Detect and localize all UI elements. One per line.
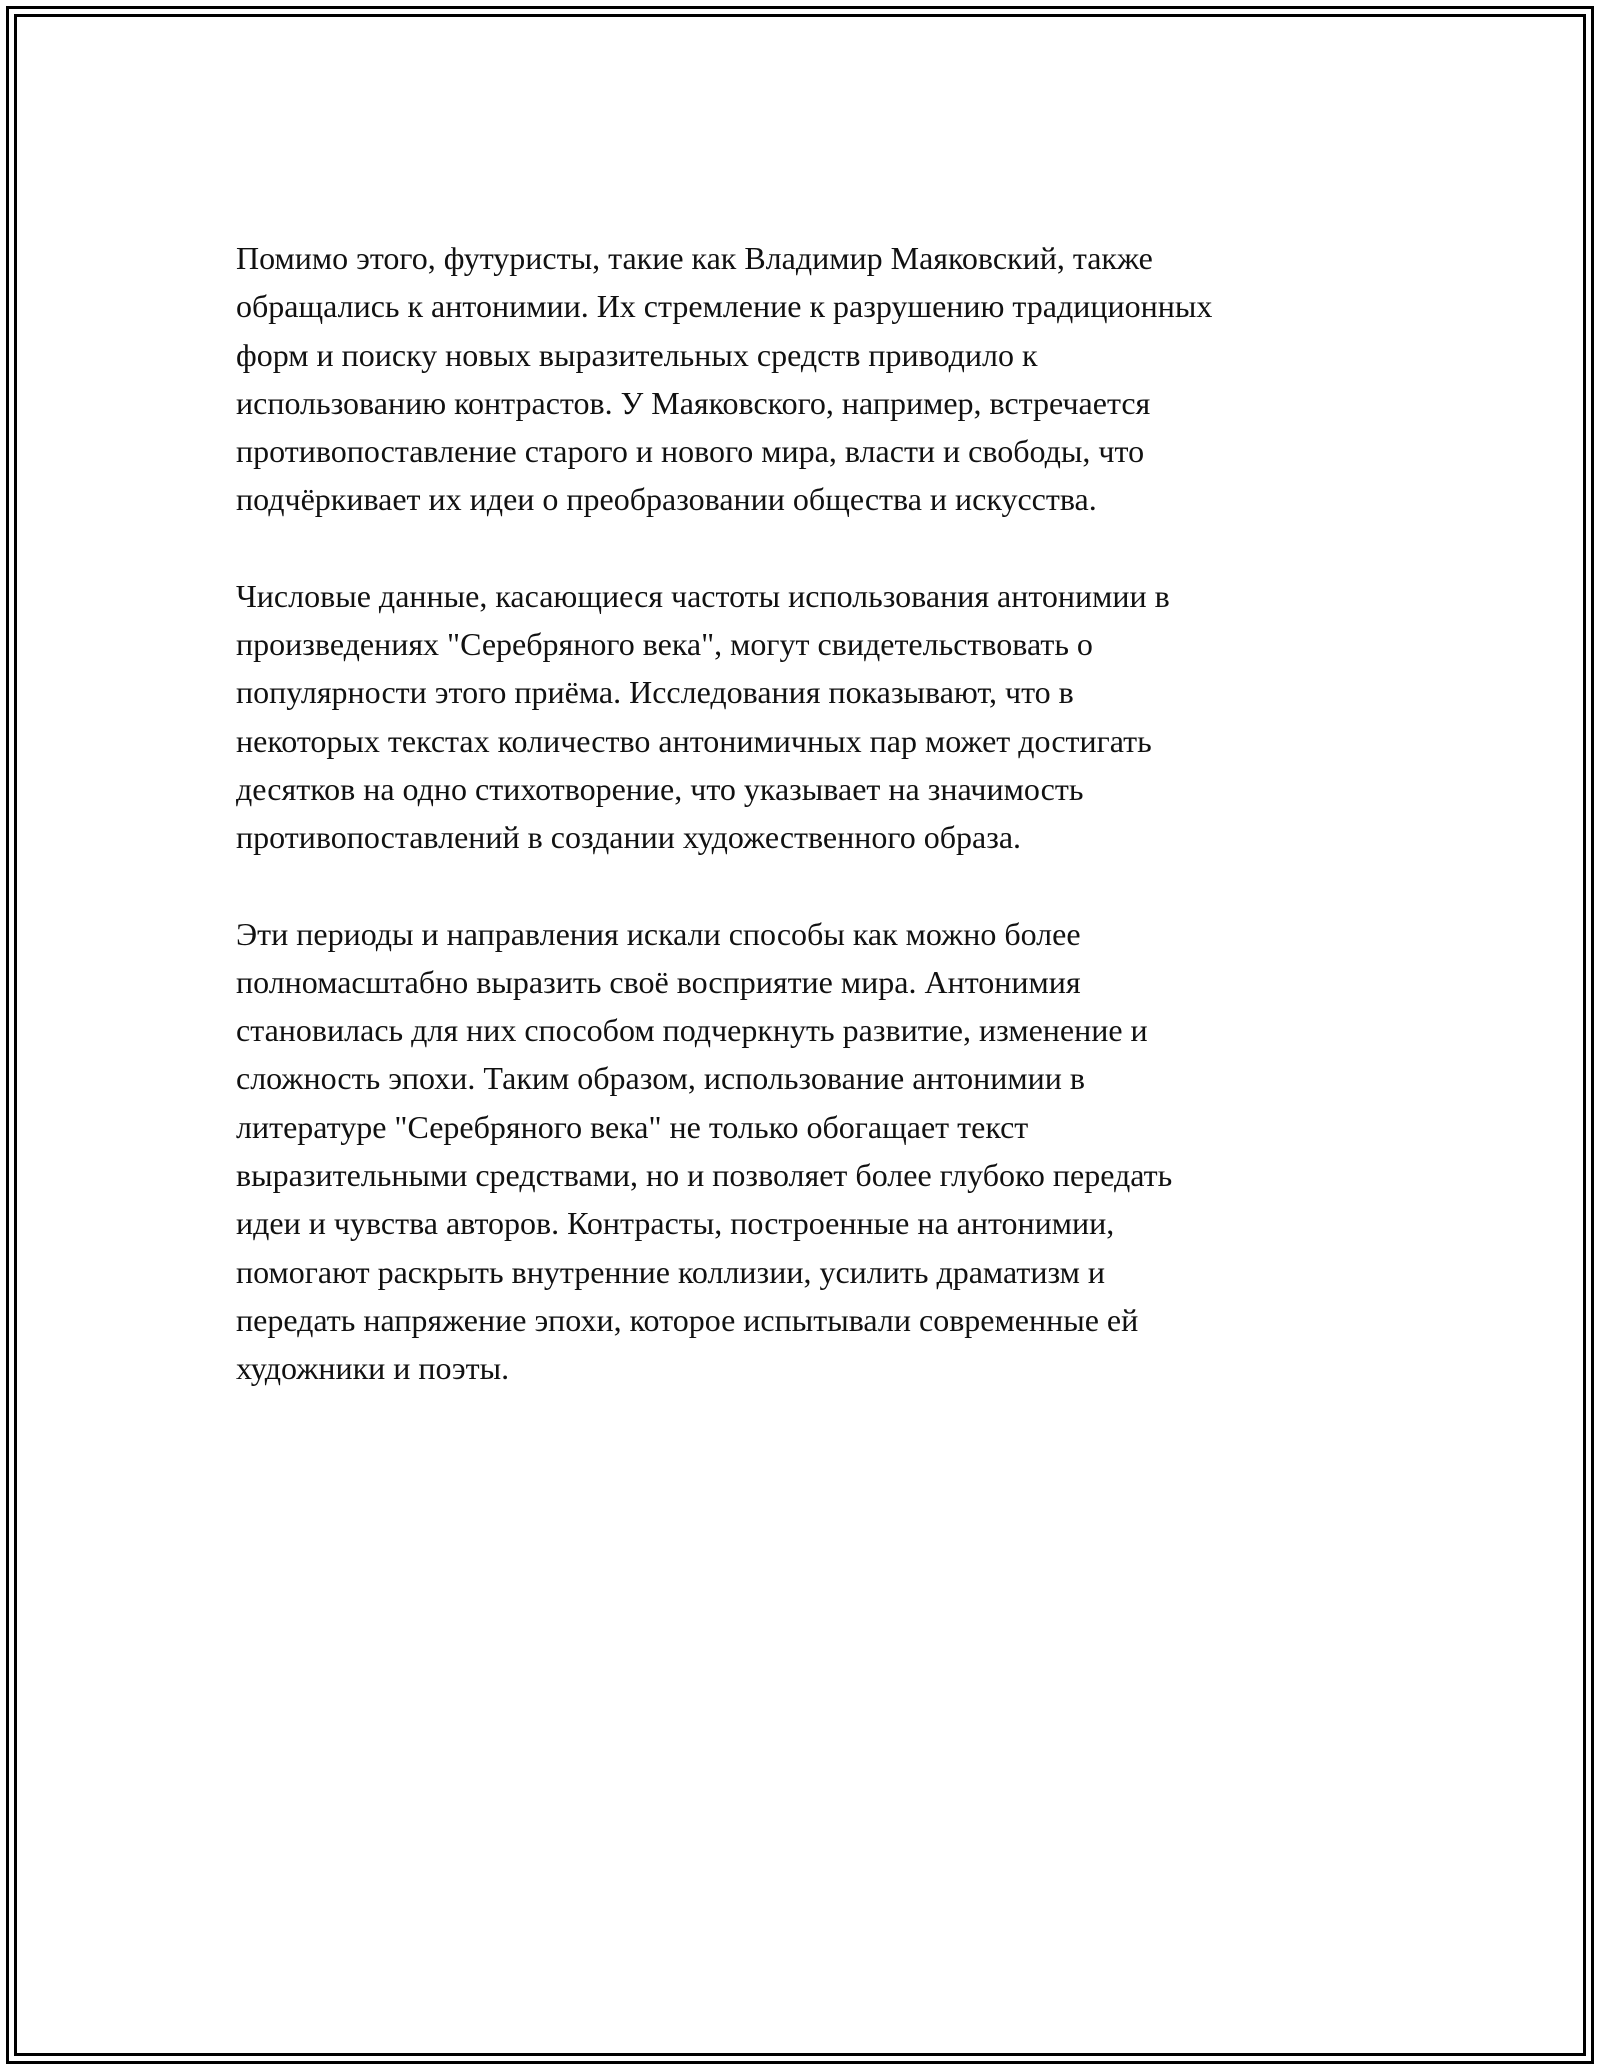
text-line: Помимо этого, футуристы, такие как Владимир Маяковский, также — [236, 240, 1153, 276]
paragraph-futurists — [236, 234, 1376, 524]
text-line: полномасштабно выразить своё восприятие мира. Антонимия — [236, 963, 1081, 1000]
paragraph-conclusion — [236, 910, 1376, 1393]
text-line: произведениях "Серебряного века", могут свидетельствовать о — [236, 626, 1093, 663]
paragraph-numerical-data — [236, 572, 1376, 862]
text-line: десятков на одно стихотворение, что указывает на значимость — [236, 770, 1084, 807]
text-line: становилась для них способом подчеркнуть развитие, изменение и — [236, 1012, 1148, 1049]
text-line: выразительными средствами, но и позволяет более глубоко передать — [236, 1157, 1173, 1194]
text-line: популярности этого приёма. Исследования показывают, что в — [236, 674, 1074, 711]
text-line: Эти периоды и направления искали способы как можно более — [236, 915, 1081, 952]
document-body — [236, 234, 1376, 1441]
text-line: некоторых текстах количество антонимичных пар может достигать — [236, 722, 1152, 759]
text-line: Числовые данные, касающиеся частоты использования антонимии в — [236, 577, 1170, 614]
text-line: сложность эпохи. Таким образом, использование антонимии в — [236, 1060, 1085, 1097]
text-line: художники и поэты. — [236, 1350, 510, 1387]
text-line: литературе "Серебряного века" не только обогащает текст — [236, 1108, 1029, 1145]
text-line: идеи и чувства авторов. Контрасты, построенные на антонимии, — [236, 1205, 1115, 1242]
text-line: передать напряжение эпохи, которое испытывали современные ей — [236, 1301, 1139, 1338]
text-line: форм и поиску новых выразительных средств приводило к — [236, 336, 1038, 373]
text-line: использованию контрастов. У Маяковского, например, встречается — [236, 384, 1151, 421]
text-line: противопоставление старого и нового мира, власти и свободы, что — [236, 433, 1145, 470]
text-line: подчёркивает их идеи о преобразовании общества и искусства. — [236, 481, 1097, 518]
text-line: противопоставлений в создании художественного образа. — [236, 819, 1022, 856]
text-line: помогают раскрыть внутренние коллизии, усилить драматизм и — [236, 1253, 1105, 1290]
text-line: обращались к антонимии. Их стремление к разрушению традиционных — [236, 288, 1213, 325]
